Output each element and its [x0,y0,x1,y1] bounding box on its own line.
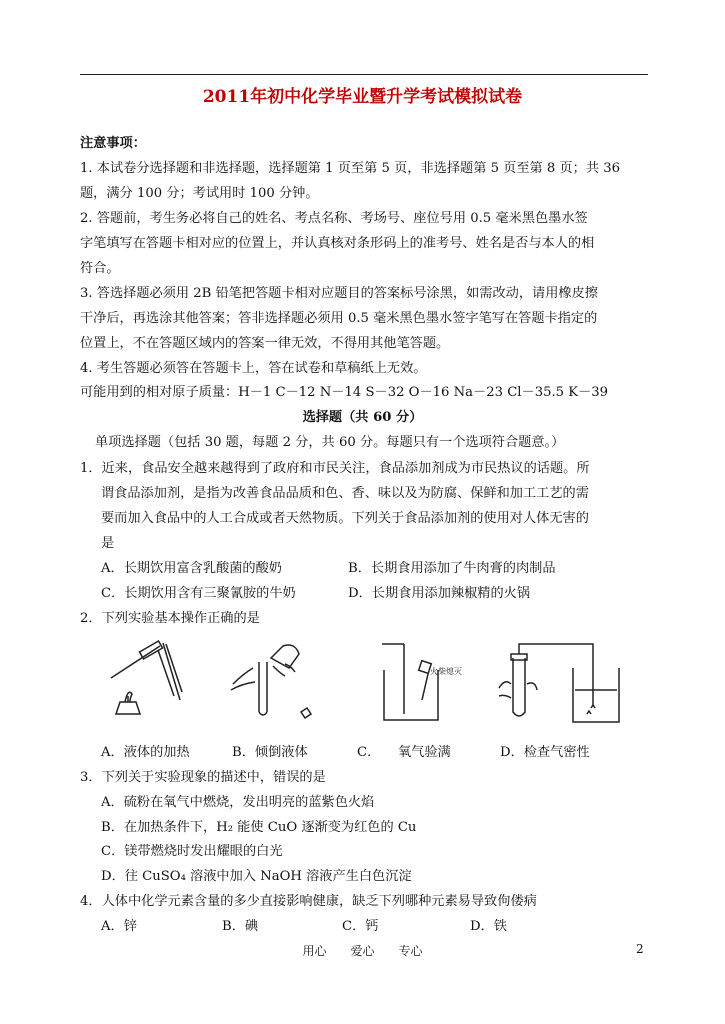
section-instruction: 单项选择题（包括 30 题，每题 2 分，共 60 分。每题只有一个选项符合题意。） [95,435,565,450]
q1-stem: 1．近来，食品安全越来越得到了政府和市民关注，食品添加剂成为市民热议的话题。所 [80,461,590,476]
q3-option-b: B．在加热条件下，H₂ 能使 CuO 逐渐变为红色的 Cu [101,820,417,835]
notice-line: 1. 本试卷分选择题和非选择题，选择题第 1 页至第 5 页，非选择题第 5 页至第 8 页；共 36 [80,161,621,176]
q1-option-c: C．长期饮用含有三聚氰胺的牛奶 [101,586,296,601]
notice-line: 符合。 [80,261,120,276]
q1-stem: 要而加入食品中的人工合成或者天然物质。下列关于食品添加剂的使用对人体无害的 [101,511,589,526]
q4-option-a: A．锌 [101,919,137,934]
q1-option-b: B．长期食用添加了牛肉膏的肉制品 [348,561,556,576]
notice-line: 题，满分 100 分；考试用时 100 分钟。 [80,186,319,201]
q3-stem: 3．下列关于实验现象的描述中，错误的是 [80,770,326,785]
match-label: 火柴熄灭 [430,667,462,676]
notice-line: 干净后，再选涂其他答案；答非选择题必须用 0.5 毫米黑色墨水签字笔写在答题卡指定的 [80,311,598,326]
q2-option-a: A．液体的加热 [101,745,190,760]
notice-line: 字笔填写在答题卡相对应的位置上，并认真核对条形码上的准考号、姓名是否与本人的相 [80,236,595,251]
heating-liquid-figure [108,640,190,722]
q3-option-c: C．镁带燃烧时发出耀眼的白光 [101,844,283,859]
top-rule [80,74,648,75]
q2-option-b: B．倾倒液体 [232,745,308,760]
q4-option-c: C．钙 [342,919,379,934]
oxygen-test-figure [374,640,474,724]
q2-stem: 2．下列实验基本操作正确的是 [80,611,260,626]
q2-option-d: D．检查气密性 [500,745,590,760]
q4-stem: 4．人体中化学元素含量的多少直接影响健康，缺乏下列哪种元素易导致佝偻病 [80,894,537,909]
notice-line: 3. 答选择题必须用 2B 铅笔把答题卡相对应题目的答案标号涂黑，如需改动，请用橡皮擦 [80,286,598,301]
q1-option-a: A．长期饮用富含乳酸菌的酸奶 [101,561,282,576]
footer-motto: 用心 爱心 专心 [302,944,423,958]
notice-line: 位置上，不在答题区域内的答案一律无效，不得用其他笔答题。 [80,336,450,351]
q4-option-b: B．碘 [222,919,259,934]
q2-option-c-text: 氧气验满 [398,745,451,760]
q1-option-d: D．长期食用添加辣椒精的火锅 [348,586,531,601]
q1-stem: 谓食品添加剂，是指为改善食品品质和色、香、味以及为防腐、保鲜和加工工艺的需 [101,486,589,501]
q3-option-d: D．往 CuSO₄ 溶液中加入 NaOH 溶液产生白色沉淀 [101,869,412,884]
q2-option-c: C． [357,745,381,760]
atomic-mass-line: 可能用到的相对原子质量：H－1 C－12 N－14 S－32 O－16 Na－23 Cl－35.5 K－39 [80,385,609,400]
notice-line: 4. 考生答题必须答在答题卡上，答在试卷和草稿纸上无效。 [80,361,427,376]
q1-stem: 是 [101,536,115,551]
page-number: 2 [636,942,644,956]
section-heading: 选择题（共 60 分） [302,410,423,425]
notice-line: 2. 答题前，考生务必将自己的姓名、考点名称、考场号、座位号用 0.5 毫米黑色墨水签 [80,211,588,226]
airtightness-figure [493,640,623,724]
q3-option-a: A．硫粉在氧气中燃烧，发出明亮的蓝紫色火焰 [101,795,375,810]
pouring-liquid-figure [225,640,315,722]
page-title: 2011年初中化学毕业暨升学考试模拟试卷 [202,87,523,107]
notice-heading: 注意事项： [80,136,146,151]
q4-option-d: D．铁 [470,919,507,934]
